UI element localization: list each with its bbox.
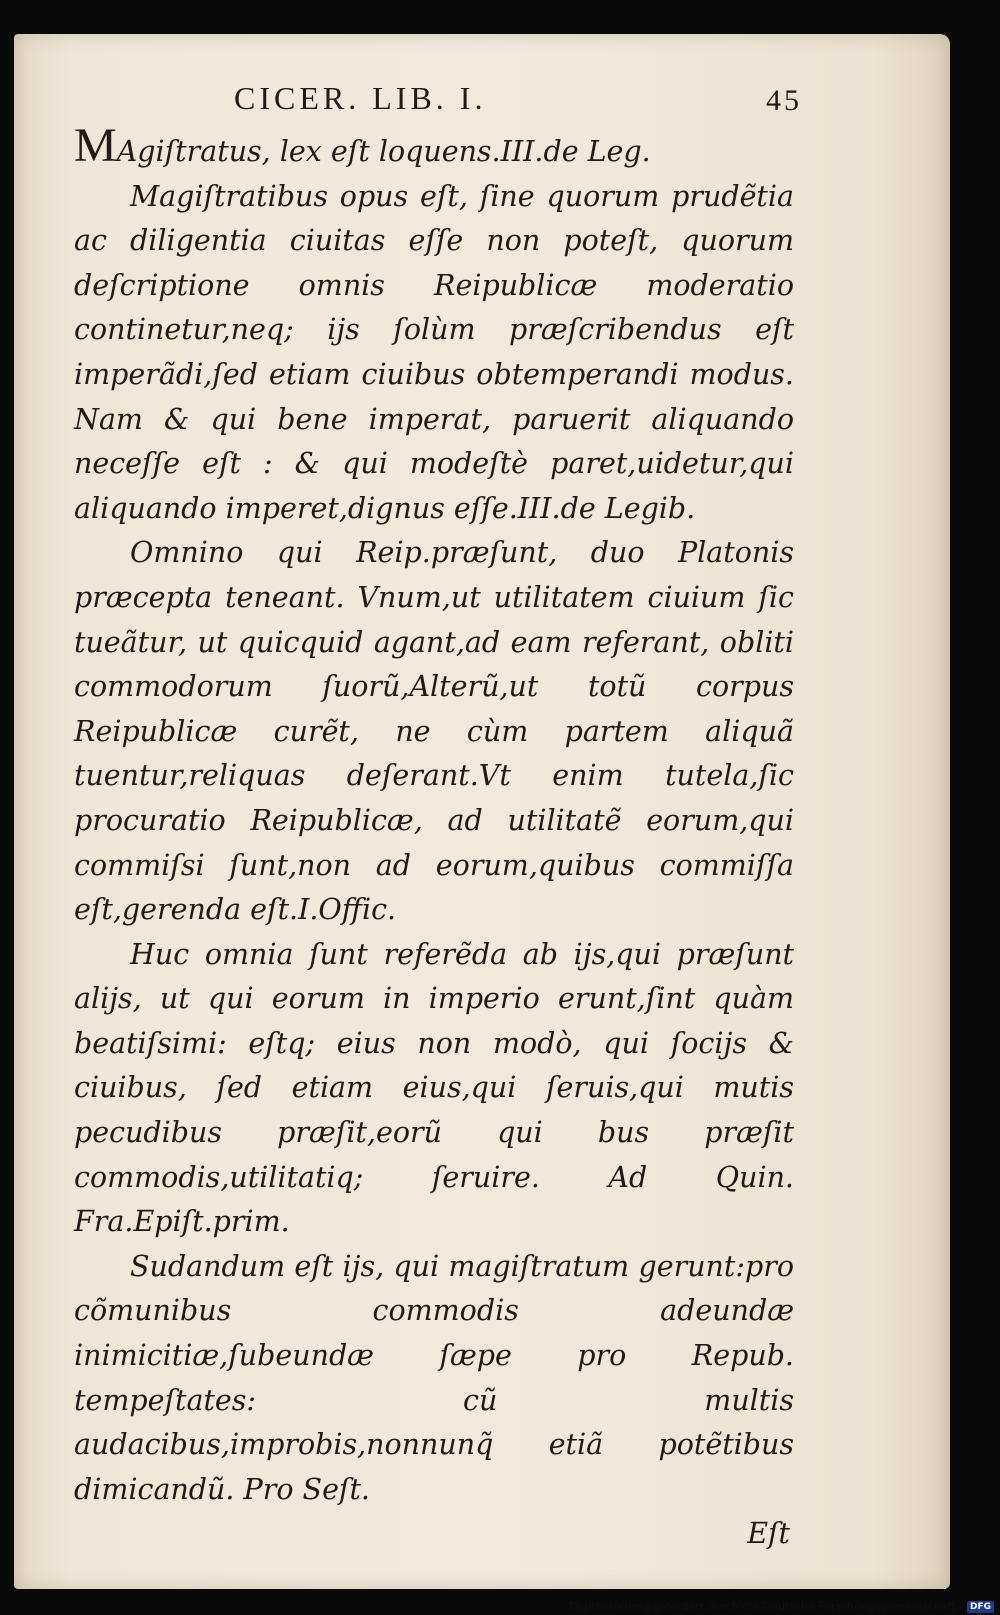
running-title: CICER. LIB. I. bbox=[234, 80, 487, 116]
page-content bbox=[74, 76, 802, 1557]
dfg-logo: DFG bbox=[967, 1601, 994, 1613]
credit-text: Digitalisierung gefördert durch die Deutsche Forschungsgemeinschaft - bbox=[569, 1600, 963, 1613]
catchword: Eſt bbox=[747, 1517, 790, 1551]
paragraph-5: Sudandum eſt ijs, qui magiſtratum gerunt:pro cõmunibus commodis adeundæ inimicitiæ,ſubeundæ ſæpe pro Repub. tempeſtates: cũ multis audacibus,improbis,nonnunq̃ etiã potẽtibus dimicandũ. Pro Seſt. bbox=[74, 1249, 794, 1506]
page-number: 45 bbox=[766, 84, 802, 117]
initial-letter: M bbox=[74, 119, 117, 172]
paragraph-2: Magiſtratibus opus eſt, ſine quorum prudẽtia ac diligentia ciuitas eſſe non poteſt, quorum deſcriptione omnis Reipublicæ moderatio continetur,neq; ijs ſolùm præſcribendus eſt imperãdi,ſed etiam ciuibus obtemperandi modus. Nam & qui bene imperat, paruerit aliquando neceſſe eſt : & qui modeſtè paret,uidetur,qui aliquando imperet,dignus eſſe.III.de Legib. bbox=[74, 179, 794, 525]
paragraph-3: Omnino qui Reip.præſunt, duo Platonis præcepta teneant. Vnum,ut utilitatem ciuium ſic tueãtur, ut quicquid agant,ad eam referant, obliti commodorum ſuorũ,Alterũ,ut totũ corpus Reipublicæ curẽt, ne cùm partem aliquã tuentur,reliquas deſerant.Vt enim tutela,ſic procuratio Reipublicæ, ad utilitatẽ eorum,qui commiſsi ſunt,non ad eorum,quibus commiſſa eſt,gerenda eſt.I.Offic. bbox=[74, 536, 794, 927]
digitization-credit bbox=[570, 1600, 994, 1613]
paragraph-4: Huc omnia ſunt referẽda ab ijs,qui præſunt alijs, ut qui eorum in imperio erunt,ſint quàm beatiſsimi: eſtq; eius non modò, qui ſocijs & ciuibus, ſed etiam eius,qui ſeruis,qui mutis pecudibus præſit,eorũ qui bus præſit commodis,utilitatiq; ſeruire. Ad Quin. Fra.Epiſt.prim. bbox=[74, 937, 794, 1239]
paragraph-1 bbox=[74, 119, 794, 175]
running-head bbox=[74, 76, 802, 126]
paragraph-1-text: Agiſtratus, lex eſt loquens.III.de Leg. bbox=[116, 135, 651, 168]
book-page bbox=[14, 34, 950, 1589]
